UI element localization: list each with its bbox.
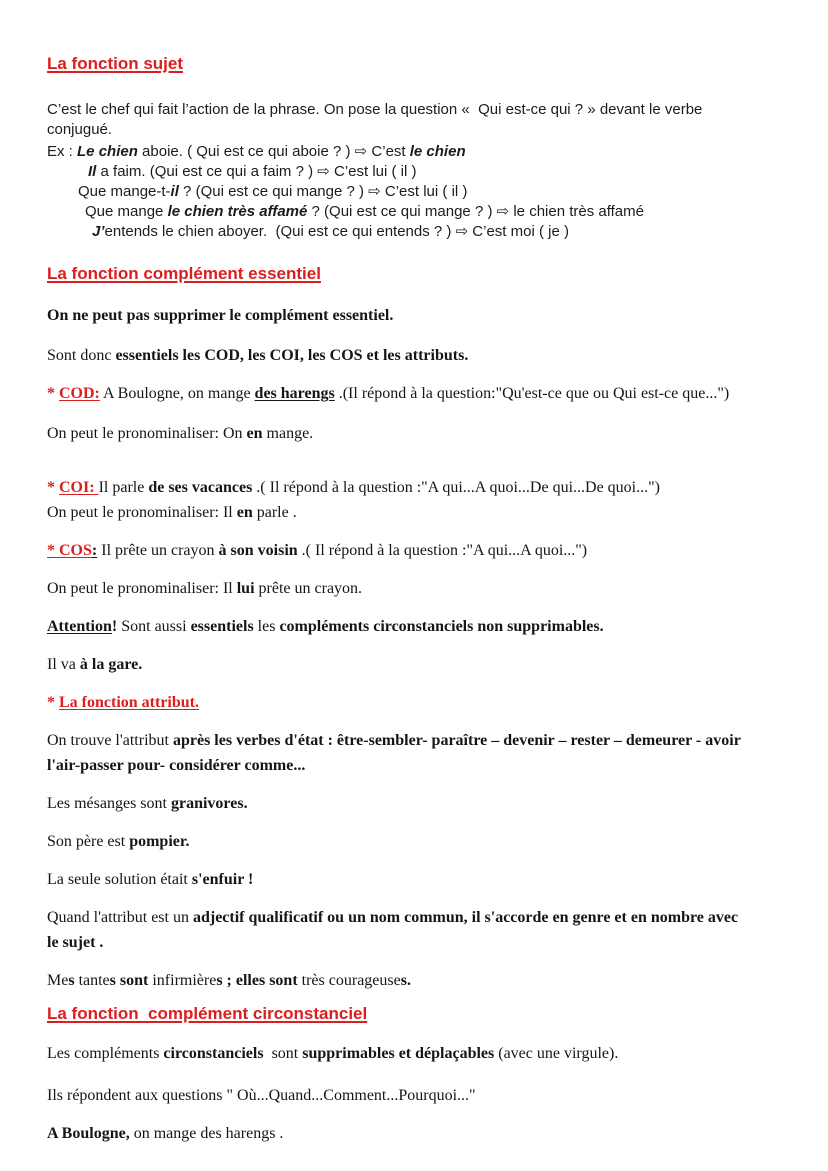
paragraph-cos-pronominalisation — [47, 576, 792, 601]
text-run: Les compléments — [47, 1045, 164, 1062]
text-run: a faim. (Qui est ce qui a faim ? ) ⇨ C’est lui ( il ) — [96, 163, 417, 180]
text-run: Son père est — [47, 833, 130, 850]
text-run: mange. — [262, 425, 314, 442]
heading-complement-circonstanciel — [47, 1003, 792, 1025]
text-run: conjugué. — [47, 121, 113, 138]
text-run: J’ — [92, 223, 105, 240]
text-run: tante — [74, 972, 110, 989]
text-run: prête un crayon. — [254, 580, 363, 597]
text-run: entends le chien aboyer. (Qui est ce qui entends ? ) ⇨ C’est moi ( je ) — [104, 223, 569, 240]
text-run: s'enfuir ! — [191, 871, 254, 888]
paragraph-regle-essentiel — [47, 303, 792, 328]
text-run: supprimables et déplaçables — [302, 1045, 495, 1062]
text-run: .(Il répond à la question:"Qu'est-ce que ou Qui est-ce que...") — [334, 385, 730, 402]
paragraph-mesanges — [47, 791, 792, 816]
text-run: les — [253, 618, 280, 635]
text-run: On peut le pronominaliser: Il — [47, 580, 237, 597]
text-run: * COS — [47, 542, 92, 559]
example-line-4 — [85, 202, 792, 222]
text-run: On peut le pronominaliser: Il — [47, 504, 237, 521]
text-run: essentiels — [190, 618, 254, 635]
text-run: sont — [119, 972, 149, 989]
paragraph-enfuir — [47, 867, 792, 892]
text-run: circonstanciels — [163, 1045, 264, 1062]
intro-line-2 — [47, 120, 792, 140]
text-run: * — [47, 479, 59, 496]
text-run: ? (Qui est ce qui mange ? ) ⇨ C’est lui ( il ) — [178, 183, 468, 200]
paragraph-pompier — [47, 829, 792, 854]
paragraph-cod — [47, 381, 792, 406]
text-run: ; elles sont — [226, 972, 298, 989]
paragraph-coi-pronominalisation — [47, 500, 792, 525]
document-content — [47, 53, 792, 1146]
paragraph-cos — [47, 538, 792, 563]
text-run: ? (Qui est ce qui mange ? ) ⇨ le chien très affamé — [307, 203, 644, 220]
text-run: Quand l'attribut est un — [47, 909, 193, 926]
text-run: en — [236, 504, 253, 521]
text-run: Les mésanges sont — [47, 795, 171, 812]
text-run: La fonction sujet — [47, 54, 183, 73]
text-run: COD: — [59, 385, 100, 402]
text-run: Ex : — [47, 143, 78, 160]
text-run: On trouve l'attribut — [47, 732, 173, 749]
text-run: sont — [263, 1045, 303, 1062]
text-run: pompier. — [129, 833, 190, 850]
text-run: Il parle — [98, 479, 149, 496]
text-run: des harengs — [254, 385, 335, 402]
text-run: Le chien — [77, 143, 138, 160]
text-run: Il va — [47, 656, 80, 673]
paragraph-cod-pronominalisation — [47, 421, 792, 446]
text-run: s — [68, 972, 75, 989]
text-run: La fonction complément circonstanciel — [47, 1004, 368, 1023]
text-run: * — [47, 385, 59, 402]
text-run: Sont aussi — [117, 618, 191, 635]
text-run: granivores. — [170, 795, 248, 812]
paragraph-attention — [47, 614, 792, 639]
text-run: compléments circonstanciels non supprimables. — [279, 618, 604, 635]
paragraph-accord-line-1 — [47, 905, 792, 930]
text-run: infirmière — [148, 972, 217, 989]
text-run: adjectif qualificatif ou un nom commun, il s'accorde en genre et en nombre avec — [192, 909, 739, 926]
example-line-1 — [47, 142, 792, 162]
text-run: très courageuse — [297, 972, 401, 989]
text-run: essentiels les COD, les COI, les COS et les attributs. — [115, 347, 469, 364]
text-run: aboie. ( Qui est ce qui aboie ? ) ⇨ C’est — [137, 143, 410, 160]
text-run: .( Il répond à la question :"A qui...A quoi...De qui...De quoi...") — [252, 479, 660, 496]
example-line-2 — [88, 162, 792, 182]
text-run: On ne peut pas supprimer le complément essentiel. — [47, 307, 394, 324]
paragraph-accord-line-2 — [47, 930, 792, 955]
text-run: C’est le chef qui fait l’action de la phrase. On pose la question « Qui est-ce qui ? » devant le verbe — [47, 101, 703, 118]
text-run: A Boulogne, on mange — [99, 385, 255, 402]
text-run: s — [216, 972, 223, 989]
paragraph-questions-cc — [47, 1083, 792, 1108]
text-run: ! — [111, 618, 118, 635]
text-run: COI: — [59, 479, 99, 496]
text-run: Que mange — [85, 203, 168, 220]
paragraph-tantes — [47, 968, 792, 993]
text-run: l'air-passer pour- considérer comme... — [47, 757, 306, 774]
text-run: : — [91, 542, 98, 559]
text-run: La seule solution était — [47, 871, 192, 888]
intro-line-1 — [47, 100, 792, 120]
paragraph-supprimables — [47, 1041, 792, 1066]
text-run: Sont donc — [47, 347, 116, 364]
text-run: on mange des harengs . — [129, 1125, 284, 1142]
text-run: A Boulogne, — [47, 1125, 130, 1142]
text-run: en — [246, 425, 263, 442]
text-run: Ils répondent aux questions " Où...Quand...Comment...Pourquoi..." — [47, 1087, 476, 1104]
paragraph-il-va-gare — [47, 652, 792, 677]
paragraph-sont-essentiels — [47, 343, 792, 368]
heading-complement-essentiel — [47, 263, 792, 285]
subheading-fonction-attribut — [47, 690, 792, 715]
text-run: s. — [400, 972, 411, 989]
text-run: Il — [88, 163, 97, 180]
paragraph-boulogne — [47, 1121, 792, 1146]
text-run: à la gare. — [79, 656, 143, 673]
text-run: le sujet . — [47, 934, 104, 951]
paragraph-verbes-etat-line-2 — [47, 753, 792, 778]
heading-fonction-sujet — [47, 53, 792, 75]
text-run: Que mange-t- — [78, 183, 171, 200]
text-run: il — [170, 183, 179, 200]
text-run: .( Il répond à la question :"A qui...A quoi...") — [297, 542, 588, 559]
text-run: Il prête un crayon — [97, 542, 219, 559]
text-run: Me — [47, 972, 69, 989]
text-run: La fonction complément essentiel — [47, 264, 321, 283]
example-line-5 — [92, 222, 792, 242]
text-run: de ses vacances — [148, 479, 253, 496]
text-run: le chien très affamé — [167, 203, 308, 220]
text-run: La fonction attribut. — [59, 694, 199, 711]
text-run: le chien — [409, 143, 466, 160]
text-run: à son voisin — [218, 542, 298, 559]
paragraph-verbes-etat-line-1 — [47, 728, 792, 753]
text-run: lui — [236, 580, 255, 597]
text-run: s — [109, 972, 116, 989]
text-run: On peut le pronominaliser: On — [47, 425, 247, 442]
text-run: (avec une virgule). — [494, 1045, 619, 1062]
text-run: Attention — [47, 618, 112, 635]
text-run: * — [47, 694, 59, 711]
paragraph-coi — [47, 475, 792, 500]
example-line-3 — [78, 182, 792, 202]
text-run: après les verbes d'état : être-sembler- paraître – devenir – rester – demeurer - avoir — [172, 732, 741, 749]
text-run: parle . — [252, 504, 297, 521]
